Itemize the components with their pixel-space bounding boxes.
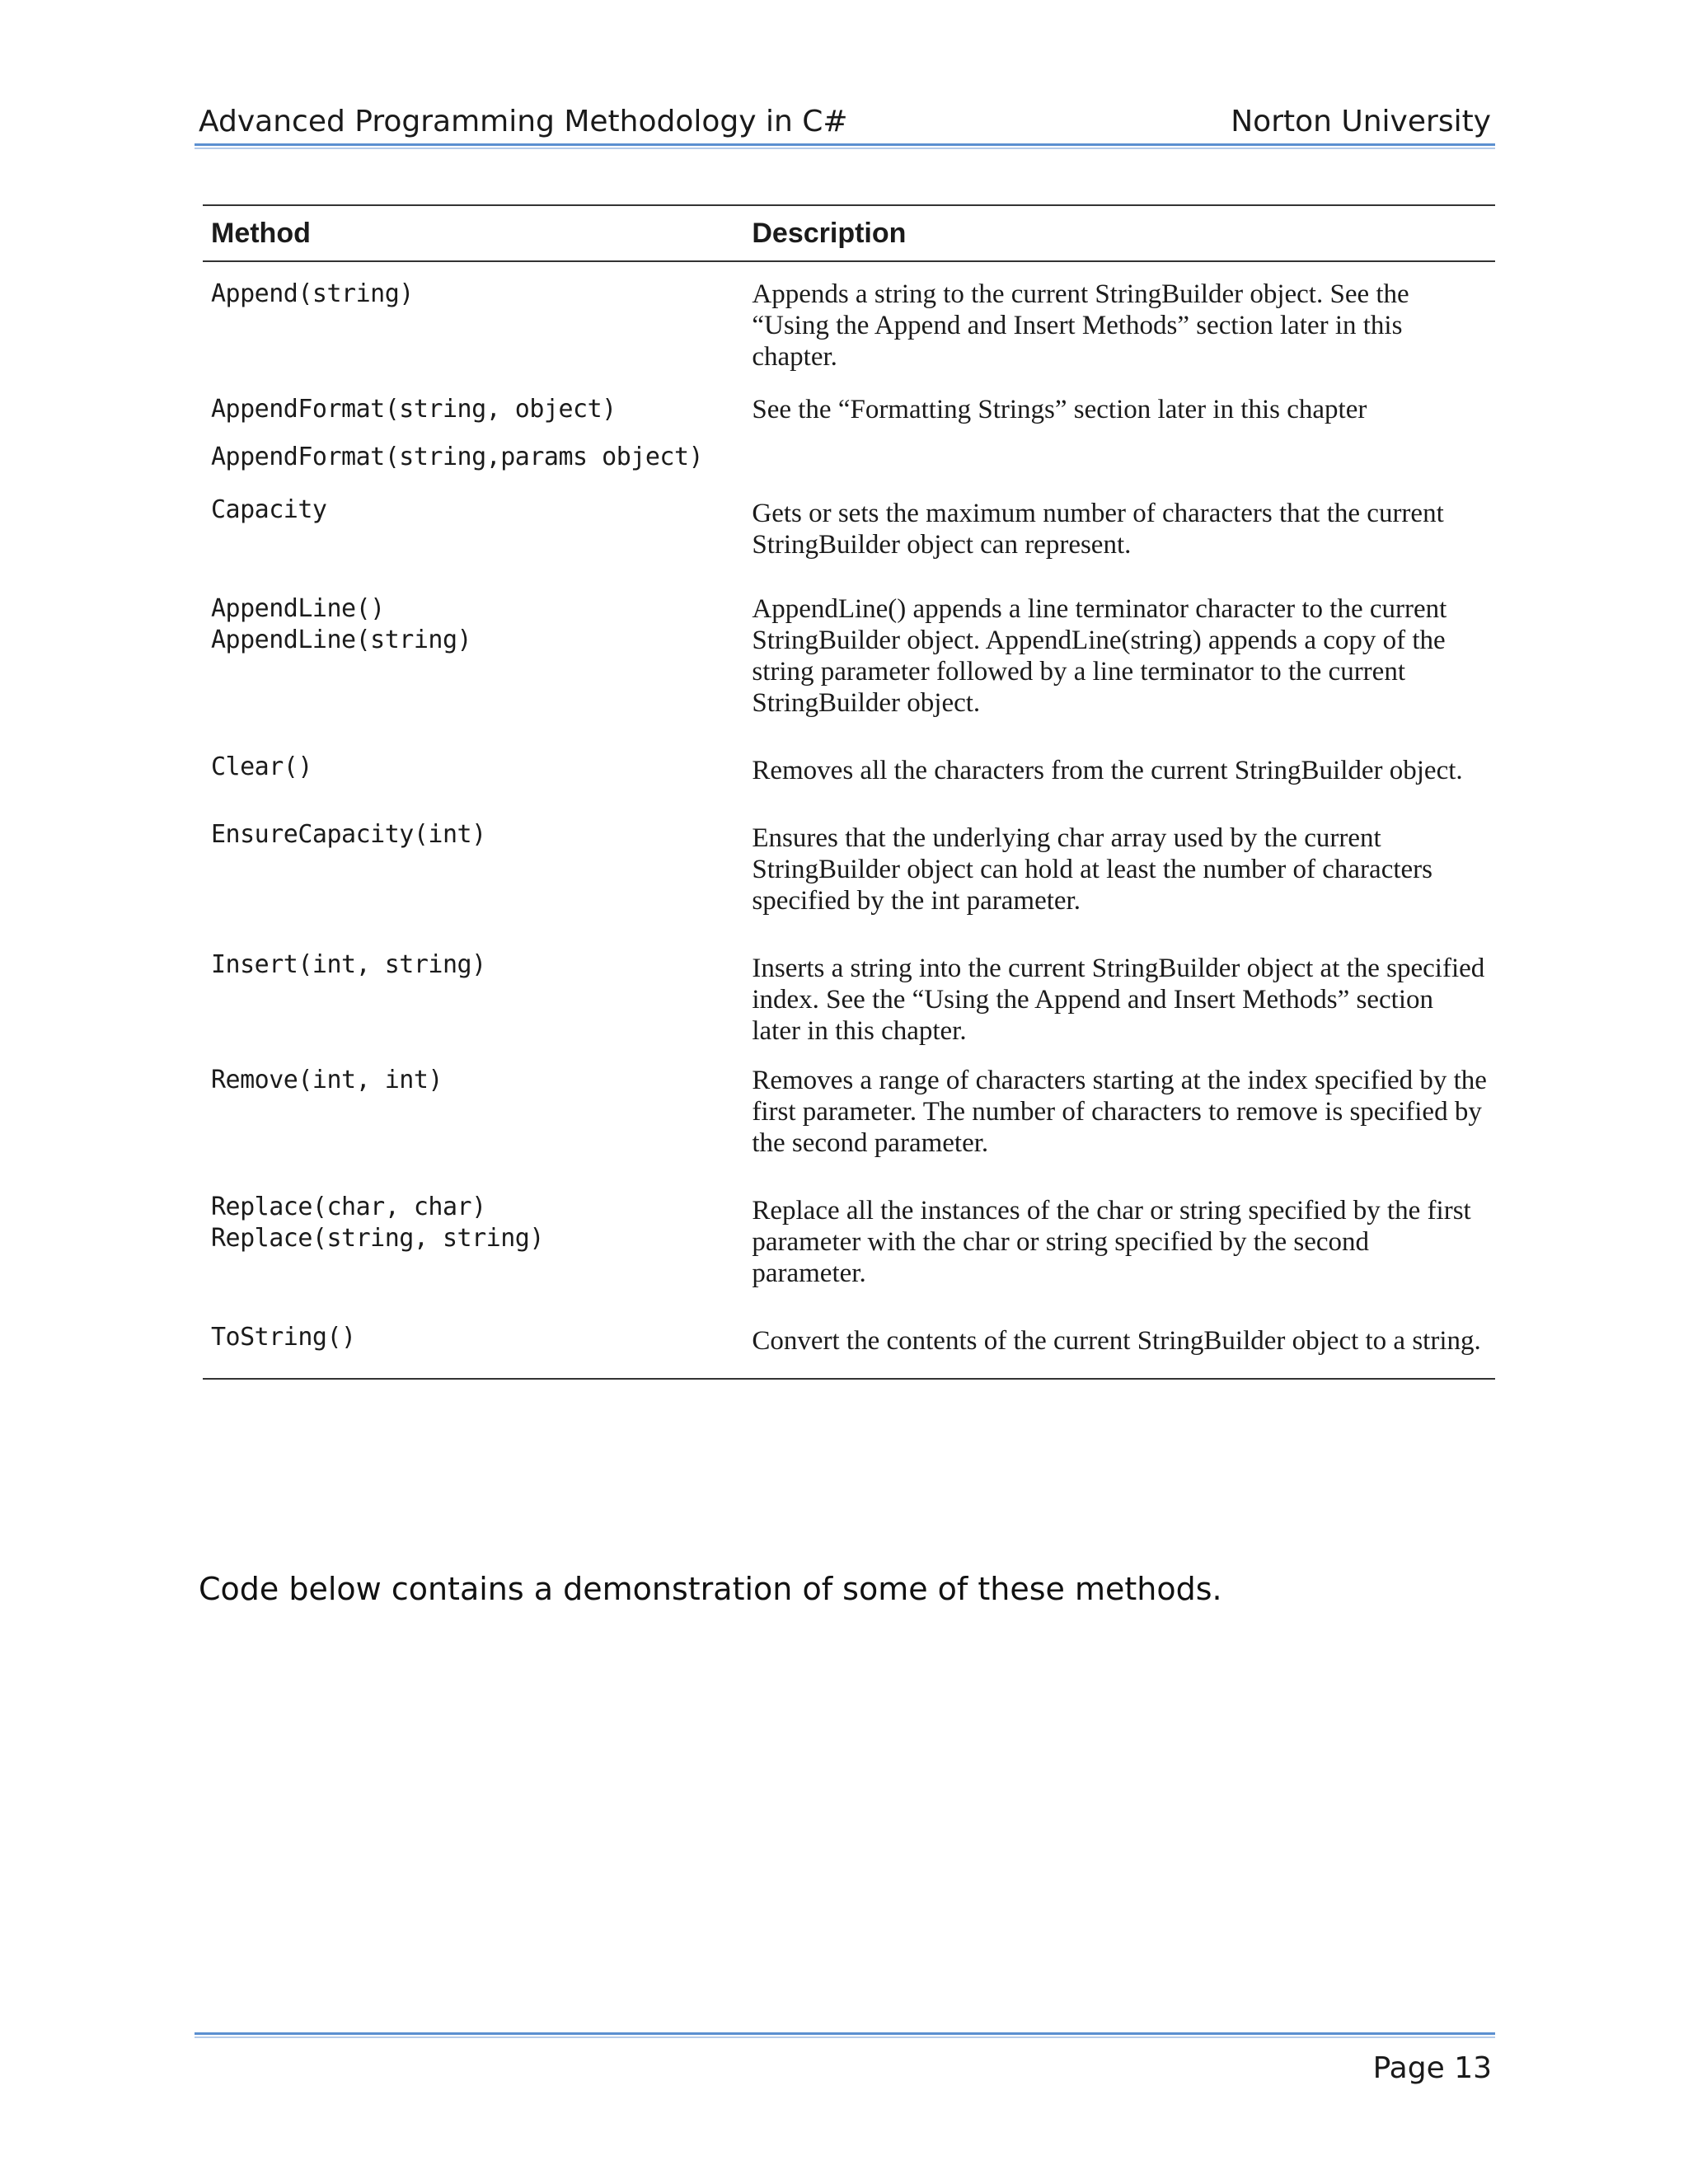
stringbuilder-methods-table xyxy=(203,204,1495,1380)
method-description: See the “Formatting Strings” section later in this chapter xyxy=(752,395,1367,424)
method-signature: AppendLine(string) xyxy=(211,626,472,654)
method-description: Inserts a string into the current StringBuilder object at the specified index. See the “Using the Append and Insert Methods” section later in this chapter. xyxy=(752,954,1485,1046)
method-description: Gets or sets the maximum number of characters that the current StringBuilder object can represent. xyxy=(752,499,1444,560)
description-cell xyxy=(743,1187,1495,1317)
method-signature: Capacity xyxy=(211,495,327,524)
method-signature: Clear() xyxy=(211,752,312,781)
description-cell xyxy=(743,389,1495,490)
table-row xyxy=(203,588,1495,747)
header-divider xyxy=(195,143,1495,149)
table-row xyxy=(203,814,1495,944)
table-row xyxy=(203,490,1495,588)
description-cell xyxy=(743,1317,1495,1379)
table-row xyxy=(203,944,1495,1060)
method-cell xyxy=(203,490,743,588)
method-cell xyxy=(203,747,743,814)
description-cell xyxy=(743,814,1495,944)
method-description: Appends a string to the current StringBuilder object. See the “Using the Append and Insert Methods” section later in this chapter. xyxy=(752,279,1409,372)
method-cell xyxy=(203,814,743,944)
description-cell xyxy=(743,588,1495,747)
table-row xyxy=(203,1060,1495,1187)
method-signature: Insert(int, string) xyxy=(211,950,486,979)
description-cell xyxy=(743,944,1495,1060)
description-cell xyxy=(743,747,1495,814)
method-description: Ensures that the underlying char array used by the current StringBuilder object can hold at least the number of characters specified by the int parameter. xyxy=(752,823,1432,916)
method-cell xyxy=(203,1317,743,1379)
method-signature: Replace(char, char) xyxy=(211,1193,486,1221)
method-description: Replace all the instances of the char or string specified by the first parameter with the char or string specified by the second parameter. xyxy=(752,1196,1471,1288)
method-signature: AppendFormat(string,params object) xyxy=(211,443,704,471)
method-cell xyxy=(203,588,743,747)
description-cell xyxy=(743,1060,1495,1187)
method-signature: AppendLine() xyxy=(211,594,385,623)
table-row xyxy=(203,261,1495,389)
table-header-row xyxy=(203,205,1495,261)
table-row xyxy=(203,1187,1495,1317)
method-description: Removes all the characters from the current StringBuilder object. xyxy=(752,756,1463,785)
page-header xyxy=(199,97,1491,147)
method-signature: Replace(string, string) xyxy=(211,1224,544,1253)
table-row xyxy=(203,389,1495,490)
table-row xyxy=(203,747,1495,814)
method-description: Removes a range of characters starting at the index specified by the first parameter. The number of characters to remove is specified by the second parameter. xyxy=(752,1066,1487,1158)
description-cell xyxy=(743,261,1495,389)
method-signature: ToString() xyxy=(211,1323,356,1352)
method-cell xyxy=(203,1187,743,1317)
method-cell xyxy=(203,261,743,389)
table-row xyxy=(203,1317,1495,1379)
method-description: Convert the contents of the current StringBuilder object to a string. xyxy=(752,1326,1481,1356)
method-signature: Append(string) xyxy=(211,279,414,308)
column-header-method: Method xyxy=(203,205,743,261)
method-signature: EnsureCapacity(int) xyxy=(211,820,486,849)
document-title: Advanced Programming Methodology in C# xyxy=(199,105,848,138)
column-header-description: Description xyxy=(743,205,1495,261)
method-cell xyxy=(203,389,743,490)
method-cell xyxy=(203,944,743,1060)
method-signature: Remove(int, int) xyxy=(211,1066,443,1094)
method-cell xyxy=(203,1060,743,1187)
institution-name: Norton University xyxy=(1231,105,1491,138)
method-signature: AppendFormat(string, object) xyxy=(211,395,617,424)
footer-divider xyxy=(195,2032,1495,2038)
method-description: AppendLine() appends a line terminator character to the current StringBuilder object. AppendLine(string) appends a copy of the string parameter followed by a line terminator to the current StringBuilder object. xyxy=(752,594,1447,718)
description-cell xyxy=(743,490,1495,588)
body-paragraph: Code below contains a demonstration of some of these methods. xyxy=(199,1571,1222,1607)
page-number: Page 13 xyxy=(1372,2051,1492,2085)
